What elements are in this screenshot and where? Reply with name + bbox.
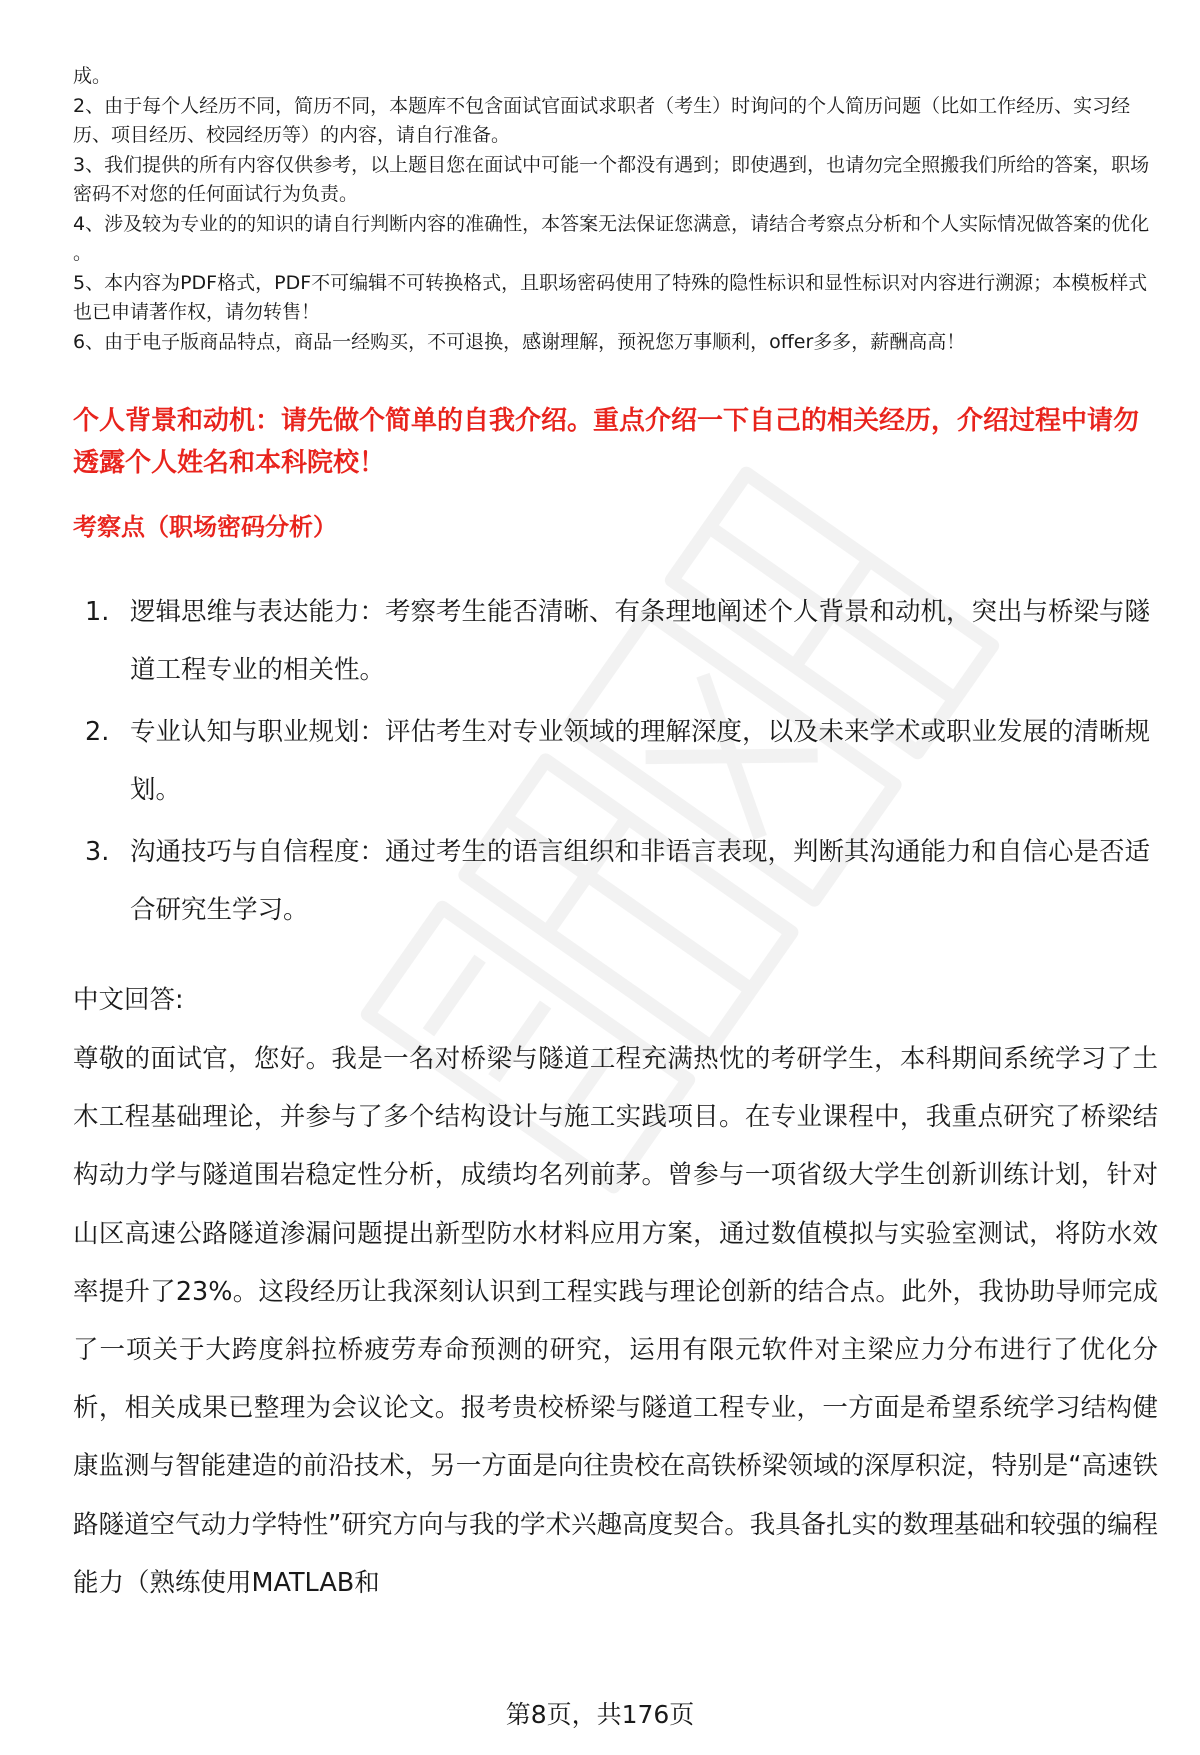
- answer-text: 尊敬的面试官，您好。我是一名对桥梁与隧道工程充满热忱的考研学生，本科期间系统学习了土木工程基础理论，并参与了多个结构设计与施工实践项目。在专业课程中，我重点研究了桥梁结构动力学与隧道围岩稳定性分析，成绩均名列前茅。曾参与一项省级大学生创新训练计划，针对山区高速公路隧道渗漏问题提出新型防水材料应用方案，通过数值模拟与实验室测试，将防水效率提升了23%。这段经历让我深刻认识到工程实践与理论创新的结合点。此外，我协助导师完成了一项关于大跨度斜拉桥疲劳寿命预测的研究，运用有限元软件对主梁应力分布进行了优化分析，相关成果已整理为会议论文。报考贵校桥梁与隧道工程专业，一方面是希望系统学习结构健康监测与智能建造的前沿技术，另一方面是向往贵校在高铁桥梁领域的深厚积淀，特别是“高速铁路隧道空气动力学特性”研究方向与我的学术兴趣高度契合。我具备扎实的数理基础和较强的编程能力（熟练使用MATLAB和: [73, 1044, 1158, 1598]
- note-line: 2、由于每个人经历不同，简历不同，本题库不包含面试官面试求职者（考生）时询问的个人简历问题（比如工作经历、实习经历、项目经历、校园经历等）的内容，请自行准备。: [73, 94, 1131, 146]
- note-line: 成。: [73, 65, 112, 87]
- point-number: 3.: [85, 837, 110, 867]
- analysis-point: [85, 823, 1155, 939]
- note-line: 6、由于电子版商品特点，商品一经购买，不可退换，感谢理解，预祝您万事顺利，offer多多，薪酬高高！: [73, 330, 966, 353]
- analysis-title: 考察点（职场密码分析）: [73, 513, 337, 541]
- note-line: 3、我们提供的所有内容仅供参考，以上题目您在面试中可能一个都没有遇到；即使遇到，也请勿完全照搬我们所给的答案，职场密码不对您的任何面试行为负责。: [73, 153, 1150, 205]
- note-line: 4、涉及较为专业的的知识的请自行判断内容的准确性，本答案无法保证您满意，请结合考察点分析和个人实际情况做答案的优化 。: [73, 212, 1150, 264]
- note-line: 5、本内容为PDF格式，PDF不可编辑不可转换格式，且职场密码使用了特殊的隐性标识和显性标识对内容进行溯源；本模板样式也已申请著作权，请勿转售！: [73, 271, 1148, 323]
- point-text: 专业认知与职业规划：评估考生对专业领域的理解深度，以及未来学术或职业发展的清晰规划。: [130, 717, 1151, 805]
- point-number: 1.: [85, 597, 110, 627]
- point-text: 逻辑思维与表达能力：考察考生能否清晰、有条理地阐述个人背景和动机，突出与桥梁与隧道工程专业的相关性。: [130, 597, 1151, 685]
- analysis-points: [85, 583, 1155, 943]
- analysis-point: [85, 583, 1155, 699]
- point-text: 沟通技巧与自信程度：通过考生的语言组织和非语言表现，判断其沟通能力和自信心是否适合研究生学习。: [130, 837, 1151, 925]
- notes-section: [73, 62, 1153, 357]
- answer-label: 中文回答:: [73, 985, 184, 1015]
- page-footer: 第8页，共176页: [505, 1700, 695, 1729]
- interview-question: 个人背景和动机：请先做个简单的自我介绍。重点介绍一下自己的相关经历，介绍过程中请勿透露个人姓名和本科院校！: [73, 406, 1140, 478]
- analysis-point: [85, 703, 1155, 819]
- point-number: 2.: [85, 717, 110, 747]
